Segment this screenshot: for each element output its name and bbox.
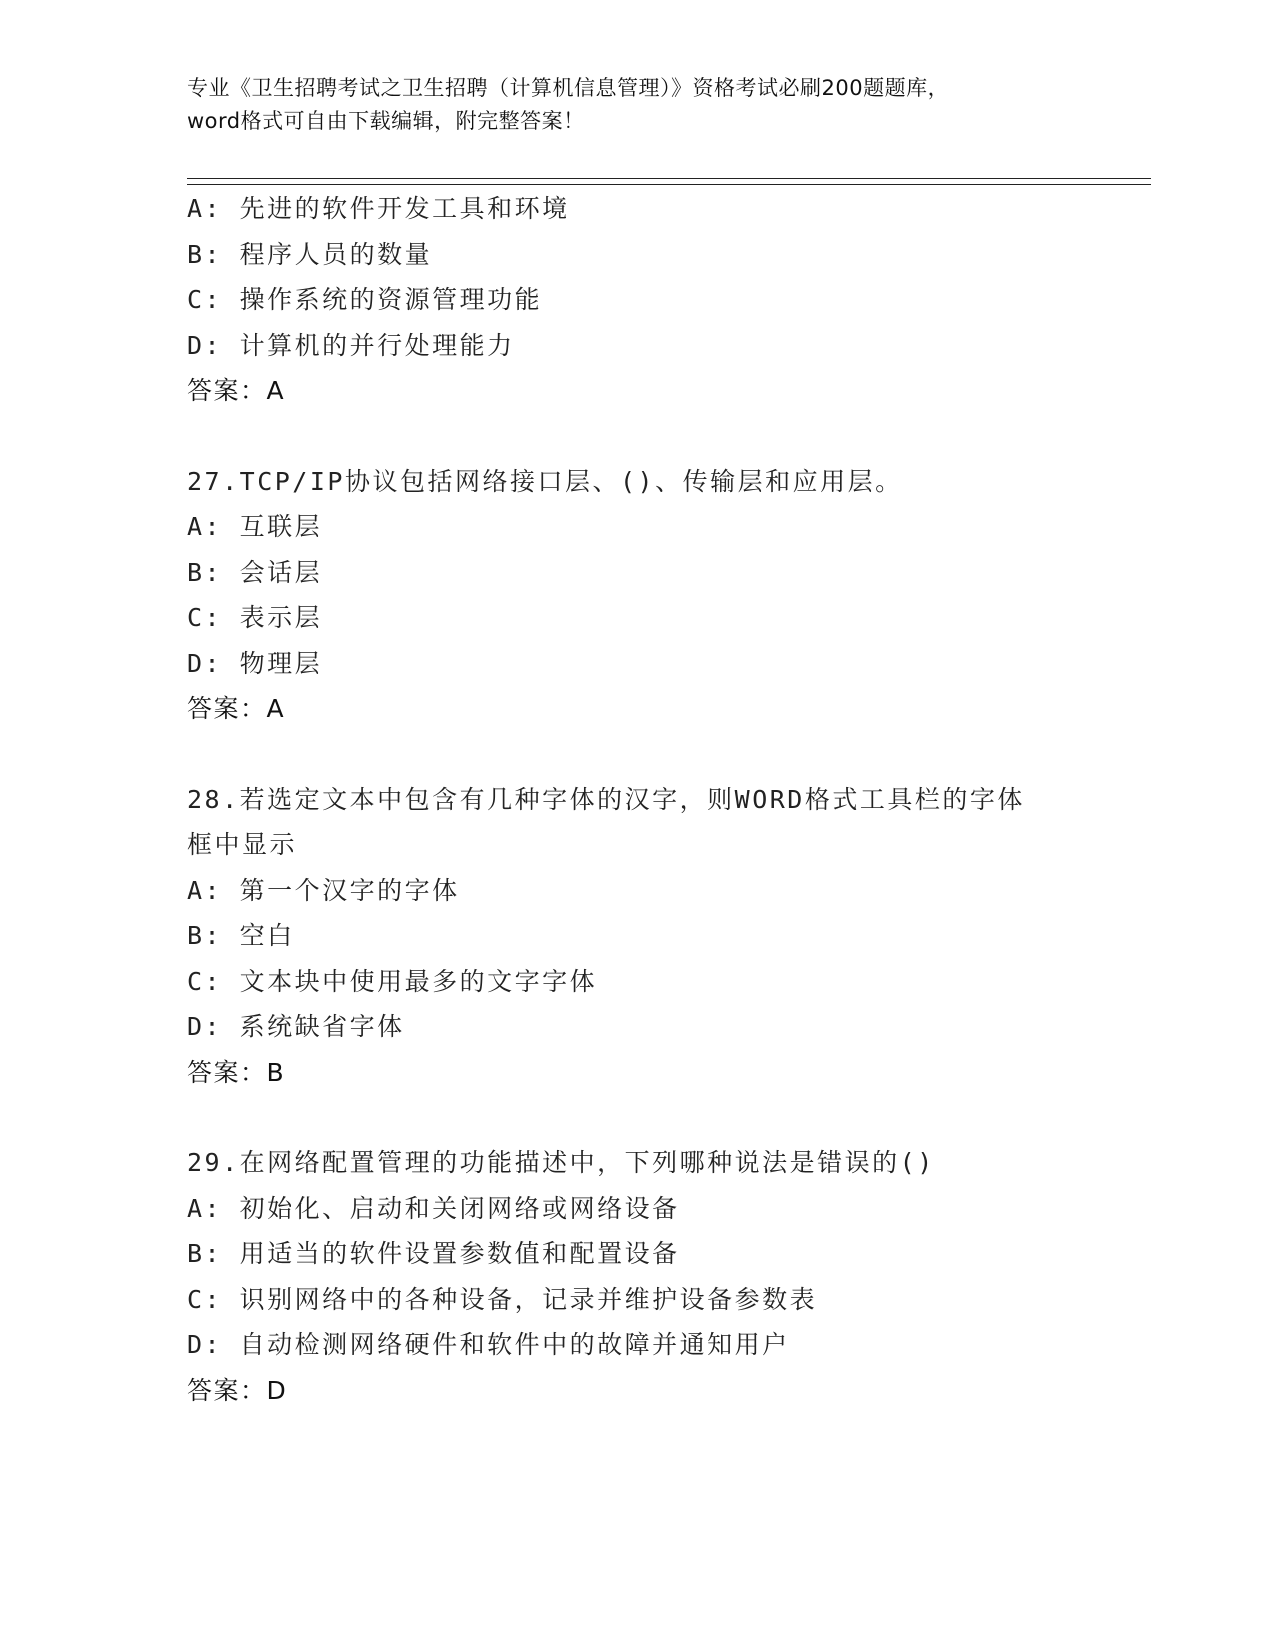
question-block <box>187 459 1147 732</box>
option-b: B: 空白 <box>187 921 295 950</box>
option-c: C: 文本块中使用最多的文字字体 <box>187 966 598 996</box>
question-list <box>187 186 1147 1413</box>
block-spacer <box>187 414 1147 459</box>
question-stem-continued: 框中显示 <box>187 830 298 859</box>
option-a: A: 初始化、启动和关闭网络或网络设备 <box>187 1193 680 1223</box>
option-d: D: 计算机的并行处理能力 <box>187 330 515 360</box>
header-line-2: word格式可自由下载编辑，附完整答案！ <box>187 109 585 133</box>
option-d: D: 物理层 <box>187 648 323 678</box>
question-stem: 28.若选定文本中包含有几种字体的汉字，则WORD格式工具栏的字体 <box>187 784 1025 814</box>
answer-line: 答案：A <box>187 694 286 723</box>
answer-line: 答案：A <box>187 376 286 405</box>
answer-line: 答案：D <box>187 1375 288 1405</box>
answer-line: 答案：B <box>187 1057 286 1087</box>
header-divider-top <box>187 178 1151 179</box>
document-header <box>187 72 1087 138</box>
option-d: D: 自动检测网络硬件和软件中的故障并通知用户 <box>187 1330 790 1359</box>
option-b: B: 程序人员的数量 <box>187 239 433 269</box>
block-spacer <box>187 1095 1147 1140</box>
header-divider-bottom <box>187 184 1151 185</box>
option-b: B: 用适当的软件设置参数值和配置设备 <box>187 1239 680 1268</box>
question-block <box>187 777 1147 1096</box>
option-a: A: 第一个汉字的字体 <box>187 875 460 905</box>
header-line-1: 专业《卫生招聘考试之卫生招聘（计算机信息管理）》资格考试必刷200题题库， <box>187 76 950 100</box>
option-c: C: 识别网络中的各种设备，记录并维护设备参数表 <box>187 1284 818 1314</box>
question-stem: 29.在网络配置管理的功能描述中，下列哪种说法是错误的() <box>187 1148 935 1177</box>
option-b: B: 会话层 <box>187 557 323 587</box>
question-block <box>187 1140 1147 1413</box>
option-a: A: 互联层 <box>187 512 323 541</box>
option-a: A: 先进的软件开发工具和环境 <box>187 194 570 223</box>
option-c: C: 表示层 <box>187 603 323 632</box>
question-stem: 27.TCP/IP协议包括网络接口层、()、传输层和应用层。 <box>187 466 903 496</box>
option-d: D: 系统缺省字体 <box>187 1012 405 1041</box>
question-block <box>187 186 1147 414</box>
block-spacer <box>187 732 1147 777</box>
option-c: C: 操作系统的资源管理功能 <box>187 285 543 314</box>
